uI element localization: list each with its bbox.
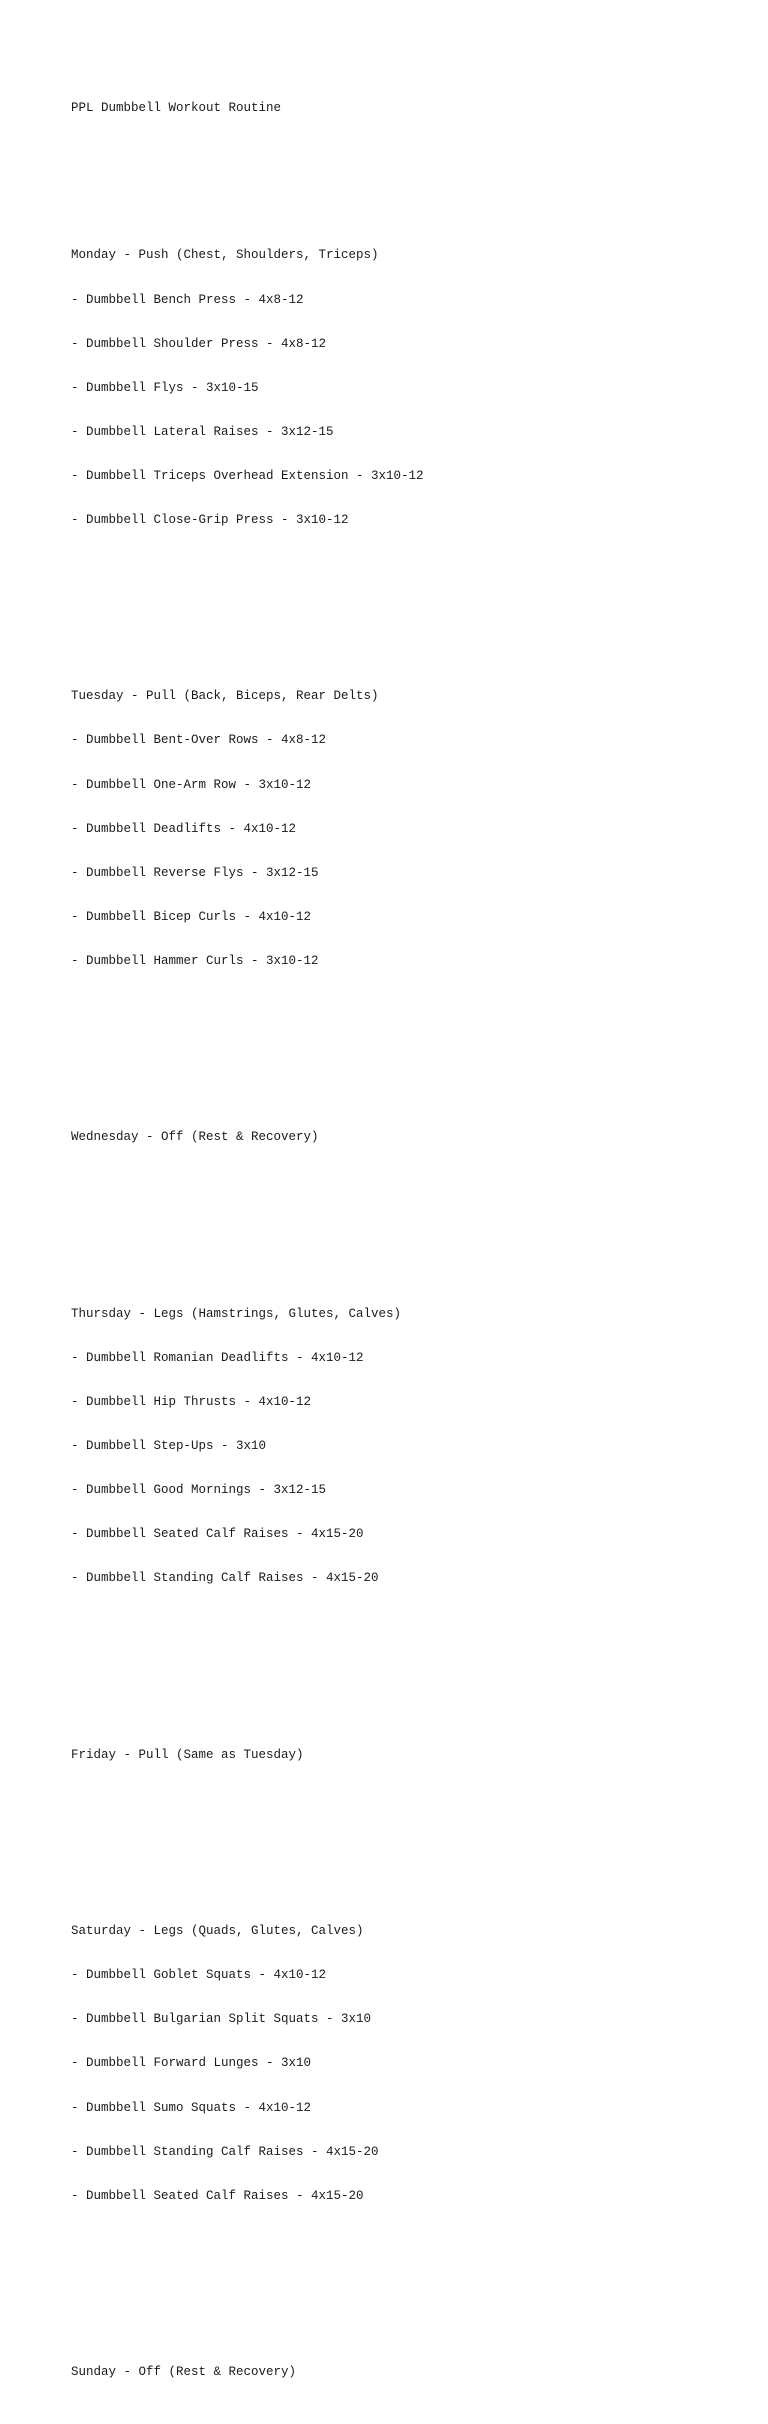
day-section-saturday: [71, 1895, 424, 2233]
exercise-item: - Dumbbell One-Arm Row - 3x10-12: [71, 777, 312, 792]
exercise-item: - Dumbbell Hammer Curls - 3x10-12: [71, 953, 319, 968]
exercise-item: - Dumbbell Reverse Flys - 3x12-15: [71, 865, 319, 880]
exercise-item: - Dumbbell Bulgarian Split Squats - 3x10: [71, 2012, 372, 2027]
exercise-item: - Dumbbell Seated Calf Raises - 4x15-20: [71, 2188, 364, 2203]
blank-line: [71, 146, 424, 161]
day-section-thursday: [71, 1277, 424, 1615]
exercise-item: - Dumbbell Bicep Curls - 4x10-12: [71, 909, 312, 924]
exercise-item: - Dumbbell Forward Lunges - 3x10: [71, 2056, 312, 2071]
exercise-item: - Dumbbell Bench Press - 4x8-12: [71, 292, 304, 307]
day-heading: Saturday - Legs (Quads, Glutes, Calves): [71, 1924, 364, 1939]
blank-line: [71, 1027, 424, 1042]
day-heading: Monday - Push (Chest, Shoulders, Triceps): [71, 248, 379, 263]
exercise-item: - Dumbbell Flys - 3x10-15: [71, 380, 259, 395]
blank-line: [71, 1645, 424, 1660]
exercise-item: - Dumbbell Lateral Raises - 3x12-15: [71, 424, 334, 439]
exercise-item: - Dumbbell Bent-Over Rows - 4x8-12: [71, 733, 327, 748]
exercise-item: - Dumbbell Standing Calf Raises - 4x15-20: [71, 2144, 379, 2159]
exercise-item: - Dumbbell Close-Grip Press - 3x10-12: [71, 512, 349, 527]
day-heading: Wednesday - Off (Rest & Recovery): [71, 1130, 319, 1145]
blank-line: [71, 1821, 424, 1836]
day-section-monday: [71, 219, 424, 557]
blank-line: [71, 1204, 424, 1219]
day-section-wednesday: [71, 1101, 424, 1175]
day-heading: Thursday - Legs (Hamstrings, Glutes, Calves): [71, 1306, 402, 1321]
exercise-item: - Dumbbell Hip Thrusts - 4x10-12: [71, 1394, 312, 1409]
exercise-item: - Dumbbell Romanian Deadlifts - 4x10-12: [71, 1350, 364, 1365]
document-title: PPL Dumbbell Workout Routine: [71, 101, 282, 116]
blank-line: [71, 586, 424, 601]
day-heading: Tuesday - Pull (Back, Biceps, Rear Delts): [71, 689, 379, 704]
blank-line: [71, 2262, 424, 2277]
day-heading: Sunday - Off (Rest & Recovery): [71, 2365, 297, 2380]
day-heading: Friday - Pull (Same as Tuesday): [71, 1747, 304, 1762]
document-page: [71, 72, 424, 2424]
day-section-tuesday: [71, 660, 424, 998]
day-section-sunday: [71, 2336, 424, 2410]
exercise-item: - Dumbbell Goblet Squats - 4x10-12: [71, 1968, 327, 1983]
exercise-item: - Dumbbell Standing Calf Raises - 4x15-20: [71, 1571, 379, 1586]
exercise-item: - Dumbbell Seated Calf Raises - 4x15-20: [71, 1527, 364, 1542]
exercise-item: - Dumbbell Step-Ups - 3x10: [71, 1439, 267, 1454]
exercise-item: - Dumbbell Triceps Overhead Extension - 3x10-12: [71, 468, 424, 483]
exercise-item: - Dumbbell Deadlifts - 4x10-12: [71, 821, 297, 836]
exercise-item: - Dumbbell Good Mornings - 3x12-15: [71, 1483, 327, 1498]
day-section-friday: [71, 1718, 424, 1792]
exercise-item: - Dumbbell Shoulder Press - 4x8-12: [71, 336, 327, 351]
exercise-item: - Dumbbell Sumo Squats - 4x10-12: [71, 2100, 312, 2115]
